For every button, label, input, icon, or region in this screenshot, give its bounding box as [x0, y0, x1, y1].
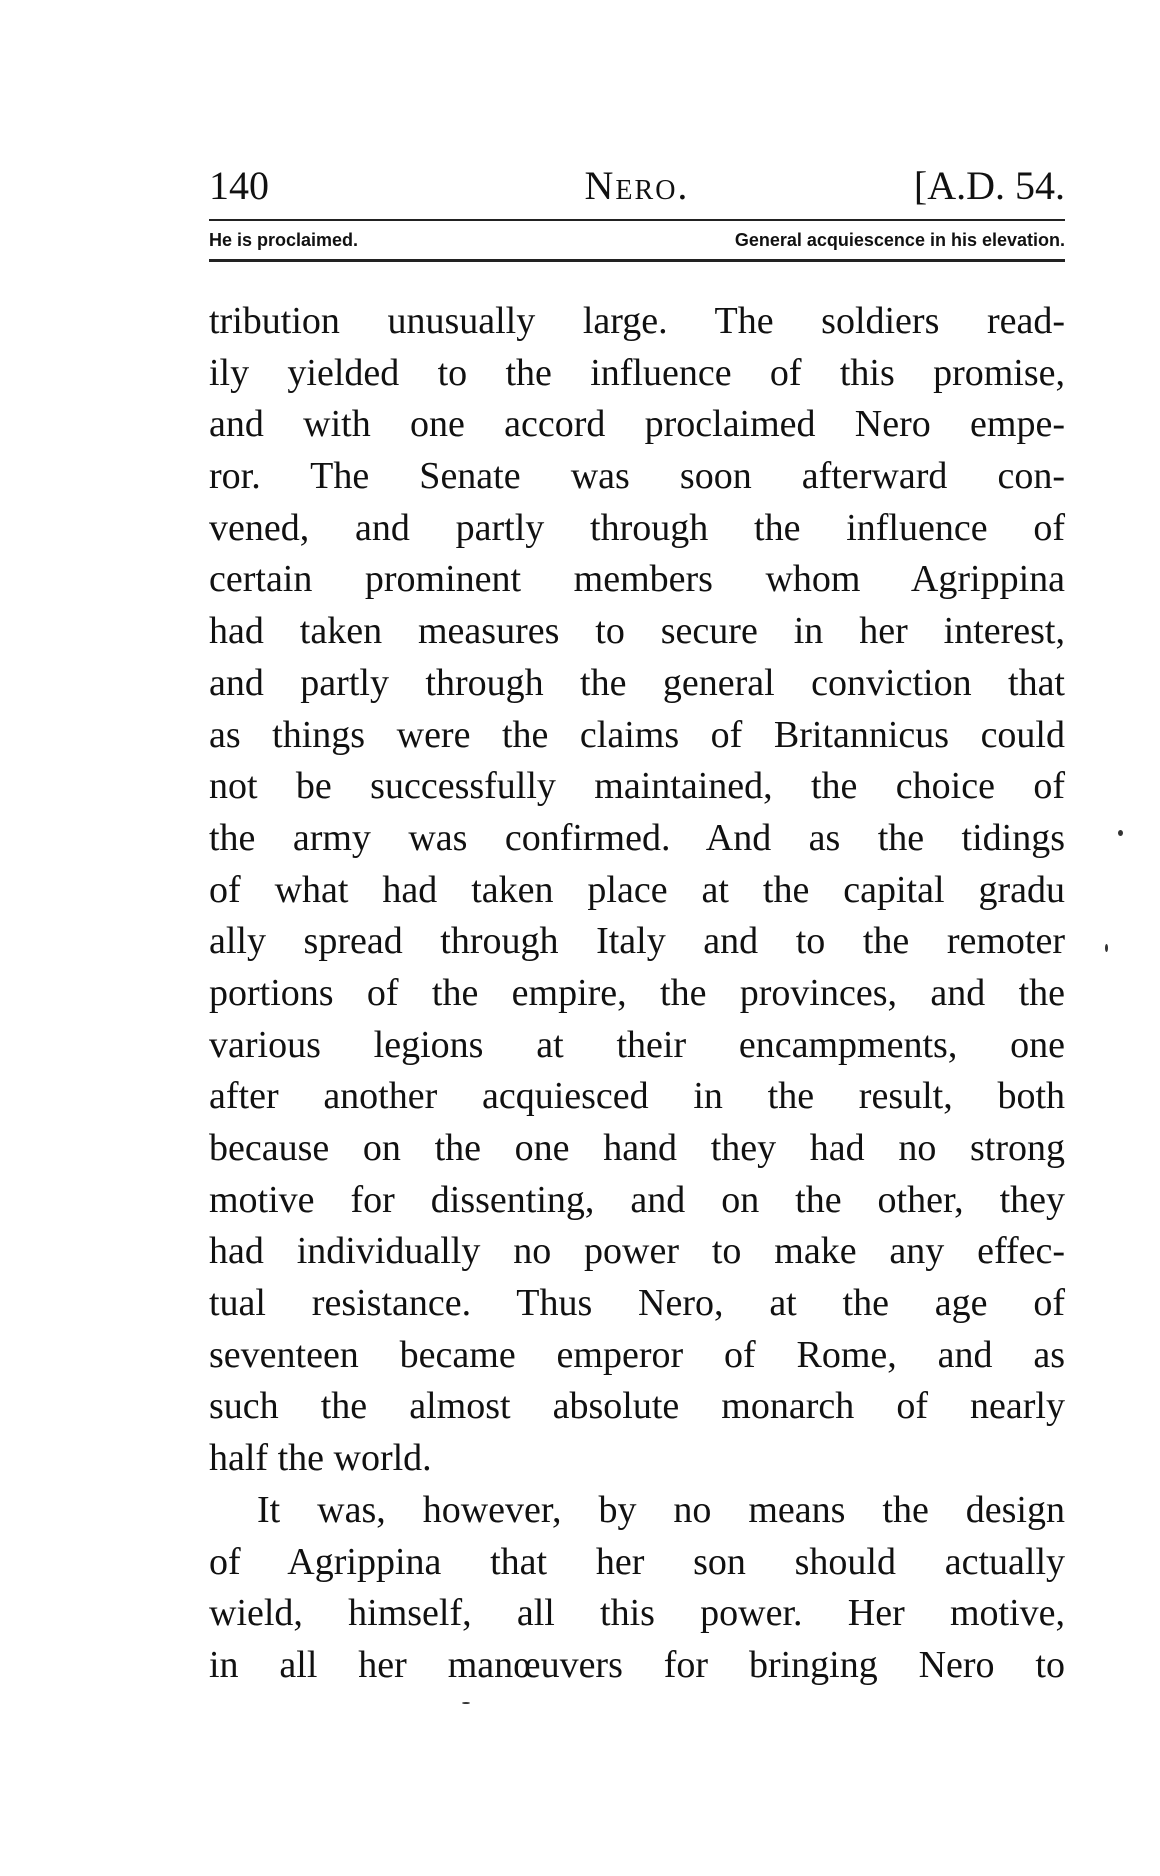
text-line: and partly through the general conviction that [209, 661, 1065, 704]
page-number: 140 [209, 163, 269, 208]
text-line: ily yielded to the influence of this promise, [209, 351, 1065, 394]
text-line: had individually no power to make any effec- [209, 1230, 1065, 1273]
side-notes [209, 224, 1065, 256]
sidenote-left: He is proclaimed. [209, 230, 359, 250]
running-date: [A.D. 54. [913, 163, 1065, 208]
text-line: not be successfully maintained, the choice of [209, 765, 1065, 808]
text-line: certain prominent members whom Agrippina [209, 558, 1065, 601]
text-line: such the almost absolute monarch of nearly [209, 1385, 1065, 1428]
text-line: half the world. [209, 1437, 432, 1480]
text-line: vened, and partly through the influence of [209, 506, 1065, 549]
text-line: had taken measures to secure in her interest, [209, 610, 1065, 653]
text-line: of what had taken place at the capital gradu [209, 868, 1065, 911]
running-title: Nero. [584, 163, 690, 208]
running-head [209, 158, 1065, 214]
text-line: ror. The Senate was soon afterward con- [209, 455, 1065, 498]
ink-speck [1118, 830, 1123, 836]
text-line: ally spread through Italy and to the remoter [209, 920, 1065, 963]
text-line: seventeen became emperor of Rome, and as [209, 1333, 1065, 1376]
text-line: in all her manœuvers for bringing Nero to [209, 1643, 1065, 1686]
text-line: It was, however, by no means the design [257, 1488, 1065, 1531]
text-line: of Agrippina that her son should actually [209, 1540, 1065, 1583]
text-line: and with one accord proclaimed Nero empe- [209, 403, 1065, 446]
sidenote-right: General acquiescence in his elevation. [734, 230, 1065, 250]
header-rule-bottom [209, 259, 1065, 262]
ink-speck [1105, 944, 1108, 952]
text-line: as things were the claims of Britannicus could [209, 713, 1065, 756]
text-line: after another acquiesced in the result, both [209, 1075, 1065, 1118]
paragraph [209, 1485, 1065, 1692]
body-text [209, 296, 1065, 1692]
text-line: tribution unusually large. The soldiers read- [209, 300, 1065, 342]
ink-speck [462, 1702, 470, 1704]
text-line: various legions at their encampments, one [209, 1023, 1065, 1066]
text-line: the army was confirmed. And as the tidings [209, 816, 1065, 859]
paragraph [209, 296, 1065, 1485]
text-line: portions of the empire, the provinces, and the [209, 971, 1065, 1014]
text-line: because on the one hand they had no strong [209, 1127, 1065, 1169]
text-line: tual resistance. Thus Nero, at the age of [209, 1282, 1065, 1325]
text-line: motive for dissenting, and on the other, they [209, 1178, 1065, 1221]
header-rule-top [209, 219, 1065, 221]
text-line: wield, himself, all this power. Her motive, [209, 1592, 1065, 1635]
